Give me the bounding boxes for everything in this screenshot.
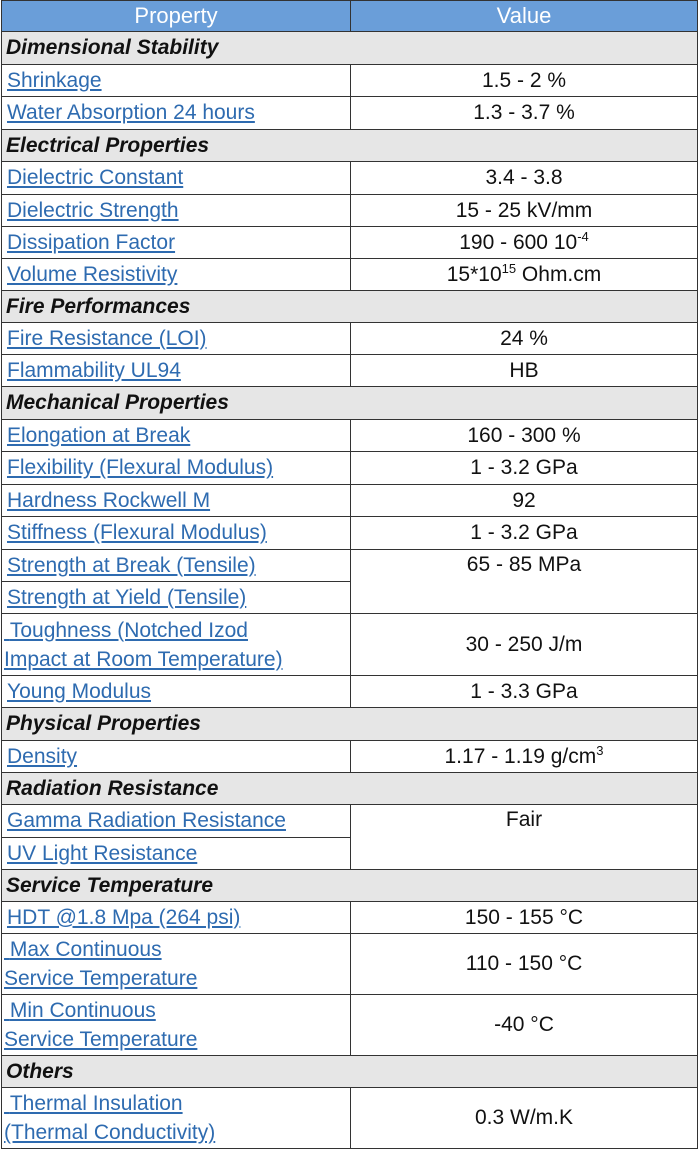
link-stiffness[interactable]: Stiffness (Flexural Modulus) <box>7 521 267 544</box>
table-row <box>2 97 698 130</box>
link-flammability[interactable]: Flammability UL94 <box>7 358 181 382</box>
link-min-continuous[interactable] <box>4 999 197 1051</box>
link-hardness[interactable]: Hardness Rockwell M <box>7 488 211 512</box>
value-pre: 15*10 <box>446 262 502 286</box>
value-stiffness: 1 - 3.2 GPa <box>351 517 698 550</box>
value-main: 1.17 - 1.19 g/cm <box>444 744 597 768</box>
value-hdt: 150 - 155 °C <box>351 902 698 934</box>
table-row <box>2 162 698 195</box>
link-hdt[interactable]: HDT @1.8 Mpa (264 psi) <box>7 905 241 929</box>
link-flexibility[interactable]: Flexibility (Flexural Modulus) <box>7 456 274 479</box>
link-toughness-line1: Toughness (Notched Izod <box>9 618 248 642</box>
link-strength-at-break[interactable]: Strength at Break (Tensile) <box>7 553 256 577</box>
table-row <box>2 65 698 97</box>
table-row <box>2 805 698 838</box>
section-others: Others <box>2 1056 698 1088</box>
table-row <box>2 902 698 934</box>
section-row <box>2 32 698 65</box>
link-density[interactable]: Density <box>7 744 78 768</box>
table-row <box>2 741 698 773</box>
table-row <box>2 550 698 582</box>
table-row <box>2 227 698 259</box>
link-fire-resistance[interactable]: Fire Resistance (LOI) <box>7 326 207 350</box>
section-row <box>2 130 698 162</box>
value-main: 190 - 600 10 <box>459 230 578 254</box>
properties-table <box>1 0 698 1149</box>
table-row <box>2 517 698 550</box>
section-row <box>2 1056 698 1088</box>
section-radiation-resistance: Radiation Resistance <box>2 773 698 805</box>
link-strength-at-yield[interactable]: Strength at Yield (Tensile) <box>7 585 247 609</box>
link-shrinkage[interactable]: Shrinkage <box>7 68 102 92</box>
section-fire-performances: Fire Performances <box>2 291 698 323</box>
value-hardness: 92 <box>351 485 698 517</box>
value-shrinkage: 1.5 - 2 % <box>351 65 698 97</box>
value-dielectric-strength: 15 - 25 kV/mm <box>351 195 698 227</box>
section-row <box>2 708 698 741</box>
section-row <box>2 870 698 902</box>
link-thermal-insulation[interactable] <box>4 1092 215 1144</box>
value-density <box>351 741 698 773</box>
table-row <box>2 323 698 355</box>
section-dimensional-stability: Dimensional Stability <box>2 32 698 65</box>
value-min-continuous: -40 °C <box>351 995 698 1056</box>
value-elongation: 160 - 300 % <box>351 420 698 452</box>
section-physical-properties: Physical Properties <box>2 708 698 741</box>
value-exponent: 15 <box>501 260 517 276</box>
link-min-line2: Service Temperature <box>4 1028 198 1051</box>
table-row <box>2 934 698 995</box>
value-dielectric-constant: 3.4 - 3.8 <box>351 162 698 195</box>
table-row <box>2 195 698 227</box>
value-strength: 65 - 85 MPa <box>351 550 698 614</box>
section-row <box>2 387 698 420</box>
value-exponent: 3 <box>596 742 604 758</box>
section-row <box>2 291 698 323</box>
section-service-temperature: Service Temperature <box>2 870 698 902</box>
header-property: Property <box>2 1 351 32</box>
section-mechanical-properties: Mechanical Properties <box>2 387 698 420</box>
link-gamma-radiation[interactable]: Gamma Radiation Resistance <box>7 809 286 832</box>
table-row <box>2 355 698 387</box>
section-electrical-properties: Electrical Properties <box>2 130 698 162</box>
link-dielectric-strength[interactable]: Dielectric Strength <box>7 198 179 222</box>
value-thermal-conductivity: 0.3 W/m.K <box>351 1088 698 1149</box>
link-dissipation-factor[interactable]: Dissipation Factor <box>7 230 176 254</box>
table-row <box>2 1088 698 1149</box>
link-volume-resistivity[interactable]: Volume Resistivity <box>7 262 178 286</box>
value-toughness: 30 - 250 J/m <box>351 614 698 676</box>
table-row <box>2 420 698 452</box>
value-fire-resistance: 24 % <box>351 323 698 355</box>
table-row <box>2 614 698 676</box>
table-row <box>2 995 698 1056</box>
link-toughness[interactable] <box>4 619 283 671</box>
link-max-line2: Service Temperature <box>4 967 198 990</box>
value-radiation: Fair <box>351 805 698 870</box>
value-young-modulus: 1 - 3.3 GPa <box>351 676 698 708</box>
link-elongation[interactable]: Elongation at Break <box>7 423 191 447</box>
table-row <box>2 676 698 708</box>
link-thermal-line2: (Thermal Conductivity) <box>4 1121 216 1144</box>
value-max-continuous: 110 - 150 °C <box>351 934 698 995</box>
link-young-modulus[interactable]: Young Modulus <box>7 679 152 703</box>
link-dielectric-constant[interactable]: Dielectric Constant <box>7 166 184 189</box>
link-max-continuous[interactable] <box>4 938 197 990</box>
value-flammability: HB <box>351 355 698 387</box>
link-max-line1: Max Continuous <box>9 938 162 961</box>
table-row <box>2 452 698 485</box>
value-unit: Ohm.cm <box>516 262 602 286</box>
header-value: Value <box>351 1 698 32</box>
value-water-absorption: 1.3 - 3.7 % <box>351 97 698 130</box>
link-thermal-line1: Thermal Insulation <box>9 1092 183 1115</box>
value-exponent: -4 <box>577 228 589 244</box>
link-min-line1: Min Continuous <box>9 999 156 1022</box>
value-flexibility: 1 - 3.2 GPa <box>351 452 698 485</box>
table-header <box>2 1 698 32</box>
link-water-absorption[interactable]: Water Absorption 24 hours <box>7 101 255 124</box>
link-uv-light[interactable]: UV Light Resistance <box>7 841 198 865</box>
link-toughness-line2: Impact at Room Temperature) <box>4 647 283 671</box>
value-volume-resistivity <box>351 259 698 291</box>
section-row <box>2 773 698 805</box>
table-row <box>2 259 698 291</box>
value-dissipation-factor <box>351 227 698 259</box>
table-row <box>2 485 698 517</box>
